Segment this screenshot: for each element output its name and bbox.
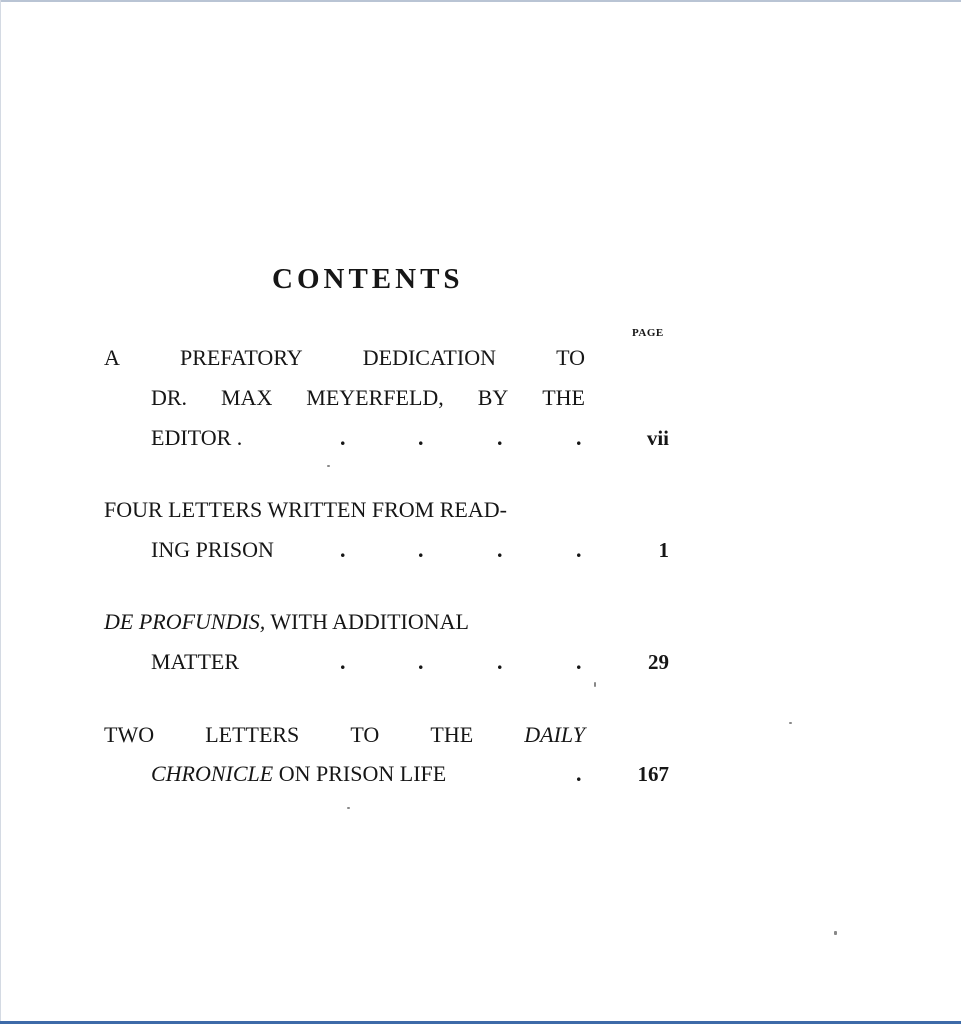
scan-speck	[594, 682, 596, 687]
leader-dot: .	[576, 649, 582, 674]
toc-entry-line: EDITOR .	[151, 425, 243, 450]
toc-word: THE	[542, 385, 585, 410]
toc-page-number: 1	[658, 538, 669, 562]
toc-word: TO	[556, 345, 585, 370]
window-top-border	[0, 0, 961, 2]
toc-page-number: 29	[648, 650, 669, 674]
scan-speck	[789, 722, 792, 724]
toc-word: DR.	[151, 385, 188, 410]
toc-entry-line	[151, 761, 446, 787]
toc-entry-line: MATTER	[151, 649, 239, 674]
window-left-border	[0, 0, 1, 1024]
scan-speck	[327, 465, 330, 467]
page-column-label: PAGE	[632, 327, 664, 339]
toc-page-number: vii	[646, 426, 669, 450]
scan-speck	[834, 931, 837, 935]
leader-dot: .	[576, 761, 582, 786]
toc-word: LETTERS	[205, 722, 300, 747]
leader-dot: .	[340, 425, 346, 450]
leader-dot: .	[340, 649, 346, 674]
toc-word: TWO	[104, 722, 155, 747]
leader-dot: .	[418, 649, 424, 674]
toc-italic-title: DAILY	[524, 722, 585, 747]
leader-dot: .	[497, 649, 503, 674]
leader-dot: .	[418, 537, 424, 562]
toc-entry-line	[104, 722, 585, 748]
leader-dot: .	[497, 425, 503, 450]
toc-word: PREFATORY	[179, 345, 303, 370]
toc-italic-title: CHRONICLE	[151, 761, 274, 786]
toc-page-number: 167	[637, 762, 669, 786]
toc-entry-line: ING PRISON	[151, 537, 274, 562]
toc-word: BY	[477, 385, 509, 410]
leader-dot: .	[497, 537, 503, 562]
scan-speck	[347, 807, 350, 809]
toc-word: A	[104, 345, 120, 370]
toc-word: DEDICATION	[362, 345, 496, 370]
toc-word: THE	[430, 722, 474, 747]
leader-dot: .	[576, 537, 582, 562]
toc-italic-title: DE PROFUNDIS,	[104, 609, 266, 634]
leader-dot: .	[576, 425, 582, 450]
leader-dot: .	[340, 537, 346, 562]
toc-text: WITH ADDITIONAL	[265, 609, 469, 634]
toc-text: ON PRISON LIFE	[273, 761, 447, 786]
leader-dot: .	[418, 425, 424, 450]
toc-entry-line: FOUR LETTERS WRITTEN FROM READ-	[104, 497, 507, 522]
toc-entry-line	[104, 609, 469, 635]
toc-entry-line	[151, 385, 585, 411]
toc-word: TO	[350, 722, 380, 747]
toc-word: MAX	[221, 385, 273, 410]
toc-word: MEYERFELD,	[306, 385, 444, 410]
toc-entry-line	[104, 345, 585, 371]
page-title: CONTENTS	[272, 263, 464, 295]
